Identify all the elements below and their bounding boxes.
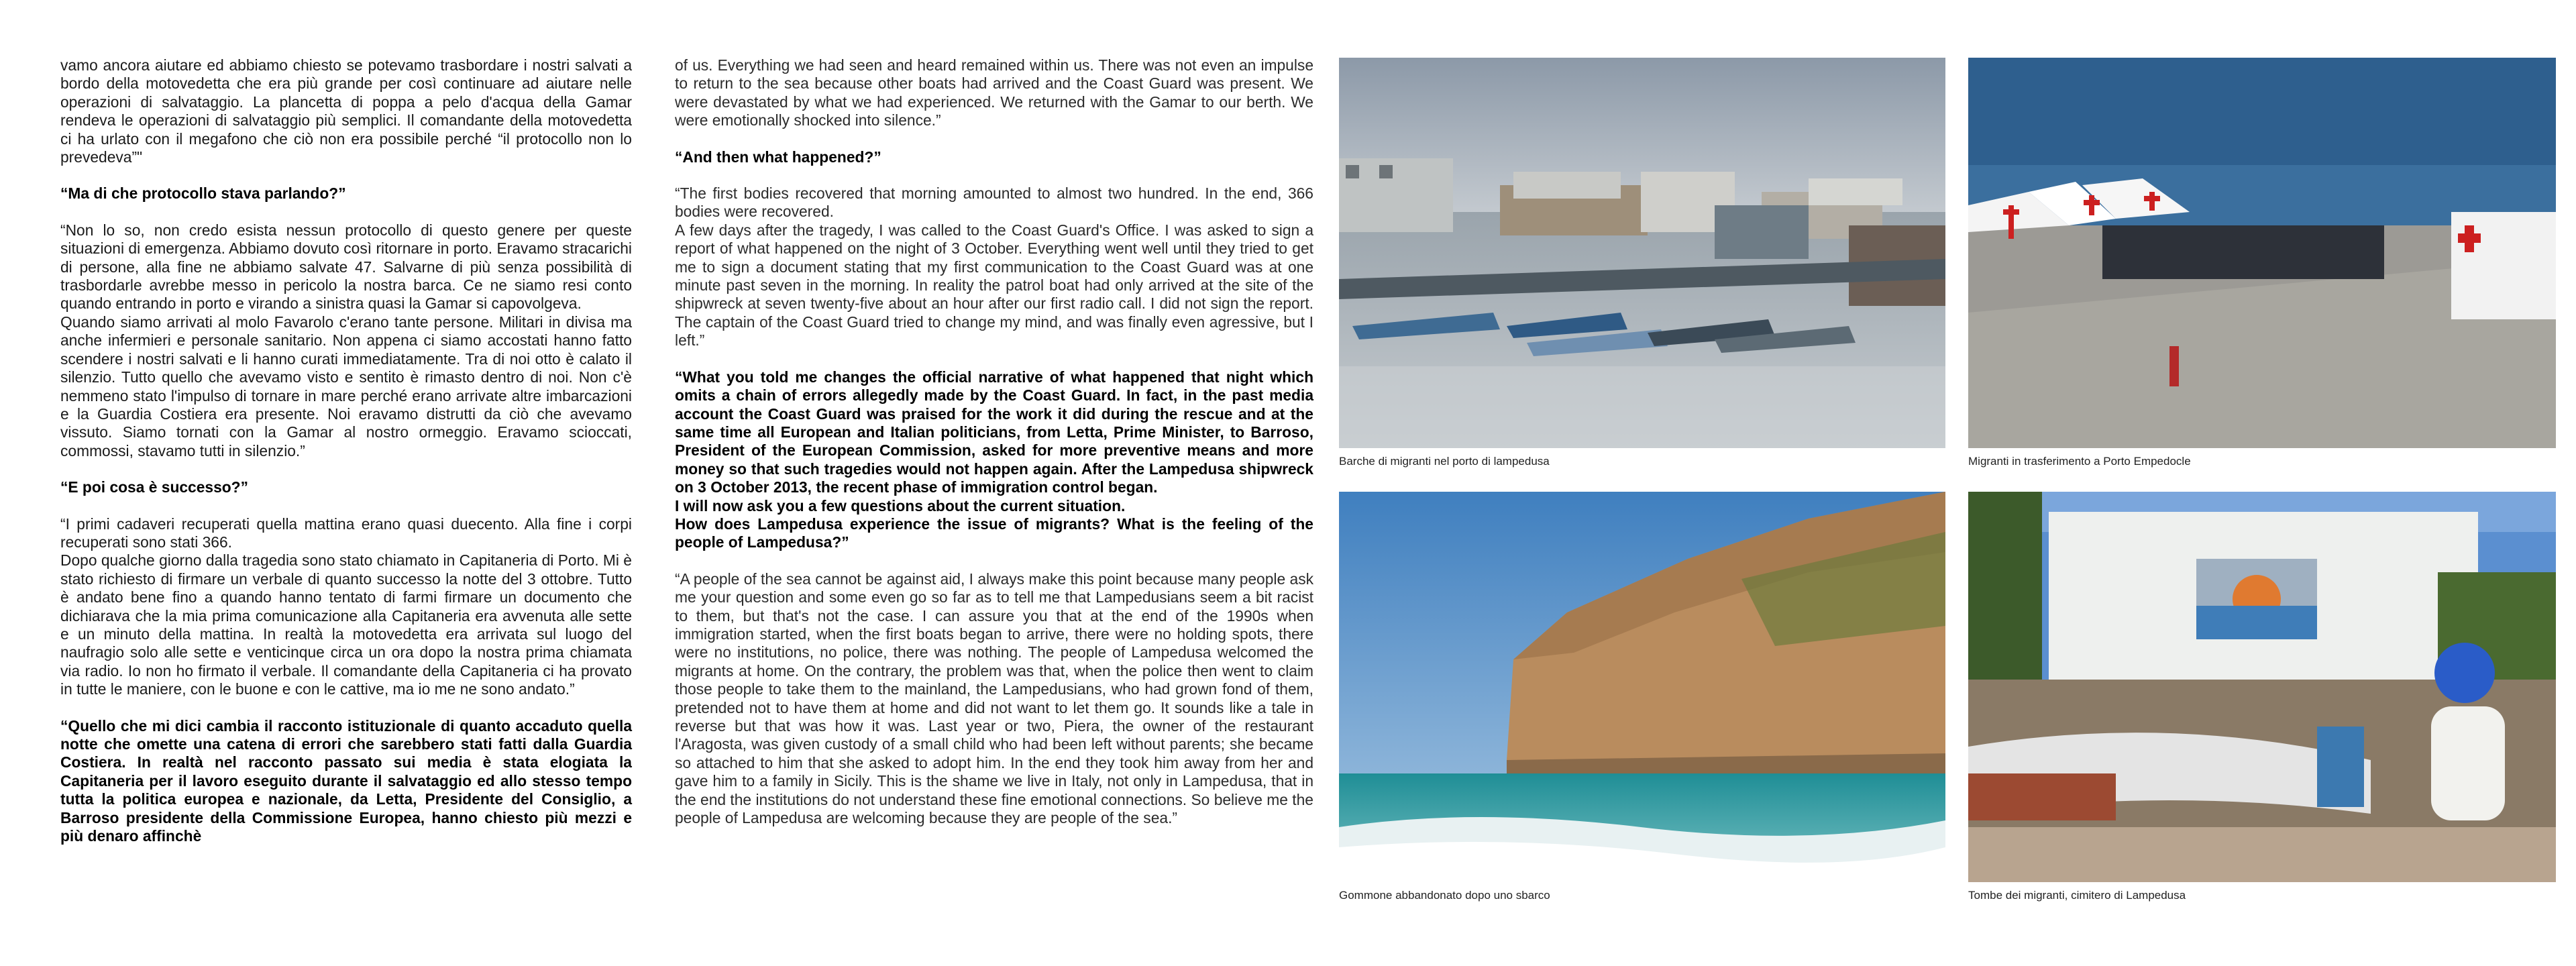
italian-paragraph: “I primi cadaveri recuperati quella mattina erano quasi duecento. Alla fine i corpi recuperati sono stati 366. Dopo qualche giorno dalla tragedia sono stato chiamato in Capitaneria di Porto. Mi è stato richiesto di firmare un verbale di quanto successo la notte del 3 ottobre. Tutto è andato bene fino a quando hanno tentato di farmi firmare un documento che dichiarava che la mia prima comunicazione alla Capitaneria era avvenuta alle sette e un minuto della mattina. In realtà la motovedetta era arrivata sul luogo del naufragio solo alle sette e venticinque circa un ora dopo la nostra prima chiamata via radio. Io non ho firmato il verbale. Il comandante della Capitaneria ci ha provato in tutte le maniere, con le buone e con le cattive, ma io me ne sono andato.” (60, 515, 632, 698)
migrant-transfer-photo (1968, 58, 2556, 448)
english-paragraph: “A people of the sea cannot be against aid, I always make this point because many people ask me your question and some even go so far as to tell me that Lampedusians seem a bit racist to them, but that's not the case. I can assure you that at the end of the 1990s when immigration started, when the first boats began to arrive, there were no holding spots, there were no institutions, no police, there was nothing. The people of Lampedusa welcomed the migrants at home. On the contrary, the problem was that, when the police then went to claim those people to take them to the mainland, the Lampedusians, who had grown fond of them, pretended not to have them at home and did not want to let them go. It sounds like a tale in reverse but that was how it was. Last year or two, Piera, the owner of the restaurant l'Aragosta, was given custody of a small child who had been left without parents; she became so attached to him that she asked to adopt him. In the end they took him away from her and gave him to a family in Sicily. This is the shame we live in Italy, not only in Lampedusa, that in the end the institutions do not understand these fine emotional connections. So believe me the people of Lampedusa are welcoming because they are people of the sea.” (675, 570, 1313, 827)
harbor-boats-photo (1339, 58, 1945, 448)
cemetery-graves-photo (1968, 492, 2556, 882)
english-paragraph: “The first bodies recovered that morning amounted to almost two hundred. In the end, 366 bodies were recovered. A few days after the tragedy, I was called to the Coast Guard's Office. I was asked to sign a report of what happened on the night of 3 October. Everything went well until they tried to get me to sign a document stating that my first communication to the Coast Guard was at one minute past seven in the morning. In reality the patrol boat had only arrived at the site of the shipwreck at seven twenty-five about an hour after our first radio call. I did not sign the report. The captain of the Coast Guard tried to change my mind, and was finally even agressive, but I left.” (675, 184, 1313, 350)
italian-text-column (60, 56, 632, 845)
harbor-photo-caption: Barche di migranti nel porto di lampedusa (1339, 455, 1550, 468)
cemetery-photo-caption: Tombe dei migranti, cimitero di Lampedusa (1968, 889, 2186, 902)
italian-paragraph: vamo ancora aiutare ed abbiamo chiesto se potevamo trasbordare i nostri salvati a bordo della motovedetta che era più grande per così continuare ad aiutare nelle operazioni di salvataggio. La plancetta di poppa a pelo d'acqua della Gamar rendeva le operazioni di salvataggio più semplici. Il comandante della motovedetta ci ha urlato con il megafono che ciò non era possibile perché “il protocollo non lo prevedeva”" (60, 56, 632, 166)
dinghy-photo-caption: Gommone abbandonato dopo uno sbarco (1339, 889, 1550, 902)
english-question: “What you told me changes the official narrative of what happened that night which omits a chain of errors allegedly made by the Coast Guard. In fact, in the past media account the Coast Guard was praised for the work it did during the rescue and at the same time all European and Italian politicians, from Letta, Prime Minister, to Barroso, President of the European Commission, asked for more preventive means and more money so that such tragedies would not happen again. After the Lampedusa shipwreck on 3 October 2013, the recent phase of immigration control began. I will now ask you a few questions about the current situation. How does Lampedusa experience the issue of migrants? What is the feeling of the people of Lampedusa?” (675, 368, 1313, 551)
italian-question: “Ma di che protocollo stava parlando?” (60, 184, 346, 203)
transfer-photo-caption: Migranti in trasferimento a Porto Empedocle (1968, 455, 2191, 468)
english-paragraph: of us. Everything we had seen and heard remained within us. There was not even an impulse to return to the sea because other boats had arrived and the Coast Guard was present. We were devastated by what we had experienced. We returned with the Gamar to our berth. We were emotionally shocked into silence.” (675, 56, 1313, 129)
abandoned-dinghy-photo (1339, 492, 1945, 882)
english-text-column (675, 56, 1313, 827)
italian-question: “E poi cosa è successo?” (60, 478, 249, 496)
english-question: “And then what happened?” (675, 148, 881, 166)
italian-question: “Quello che mi dici cambia il racconto istituzionale di quanto accaduto quella notte che omette una catena di errori che sarebbero stati fatti dalla Guardia Costiera. In realtà nel racconto passato sui media è stata elogiata la Capitaneria per il lavoro eseguito durante il salvataggio ed allo stesso tempo tutta la politica europea e nazionale, da Letta, Presidente del Consiglio, a Barroso presidente della Commissione Europea, hanno chiesto più mezzi e più denaro affinchè (60, 716, 632, 845)
italian-paragraph: “Non lo so, non credo esista nessun protocollo di questo genere per queste situazioni di emergenza. Abbiamo dovuto così ritornare in porto. Eravamo stracarichi di persone, alla fine ne abbiamo salvate 47. Salvarne di più senza possibilità di trasbordarle avrebbe messo in pericolo la nostra barca. Ce ne siamo resi conto quando entrando in porto e virando a sinistra quasi la Gamar si capovolgeva. Quando siamo arrivati al molo Favarolo c'erano tante persone. Militari in divisa ma anche infermieri e personale sanitario. Non appena ci siamo accostati hanno fatto scendere i nostri salvati e li hanno curati immediatamente. Tra di noi otto è calato il silenzio. Tutto quello che avevamo visto e sentito è rimasto dentro di noi. Non c'è nemmeno stato l'impulso di tornare in mare perché erano arrivate altre imbarcazioni e la Guardia Costiera era presente. Noi eravamo distrutti da ciò che avevamo vissuto. Siamo tornati con la Gamar al nostro ormeggio. Eravamo scioccati, commossi, stavamo tutti in silenzio.” (60, 221, 632, 460)
